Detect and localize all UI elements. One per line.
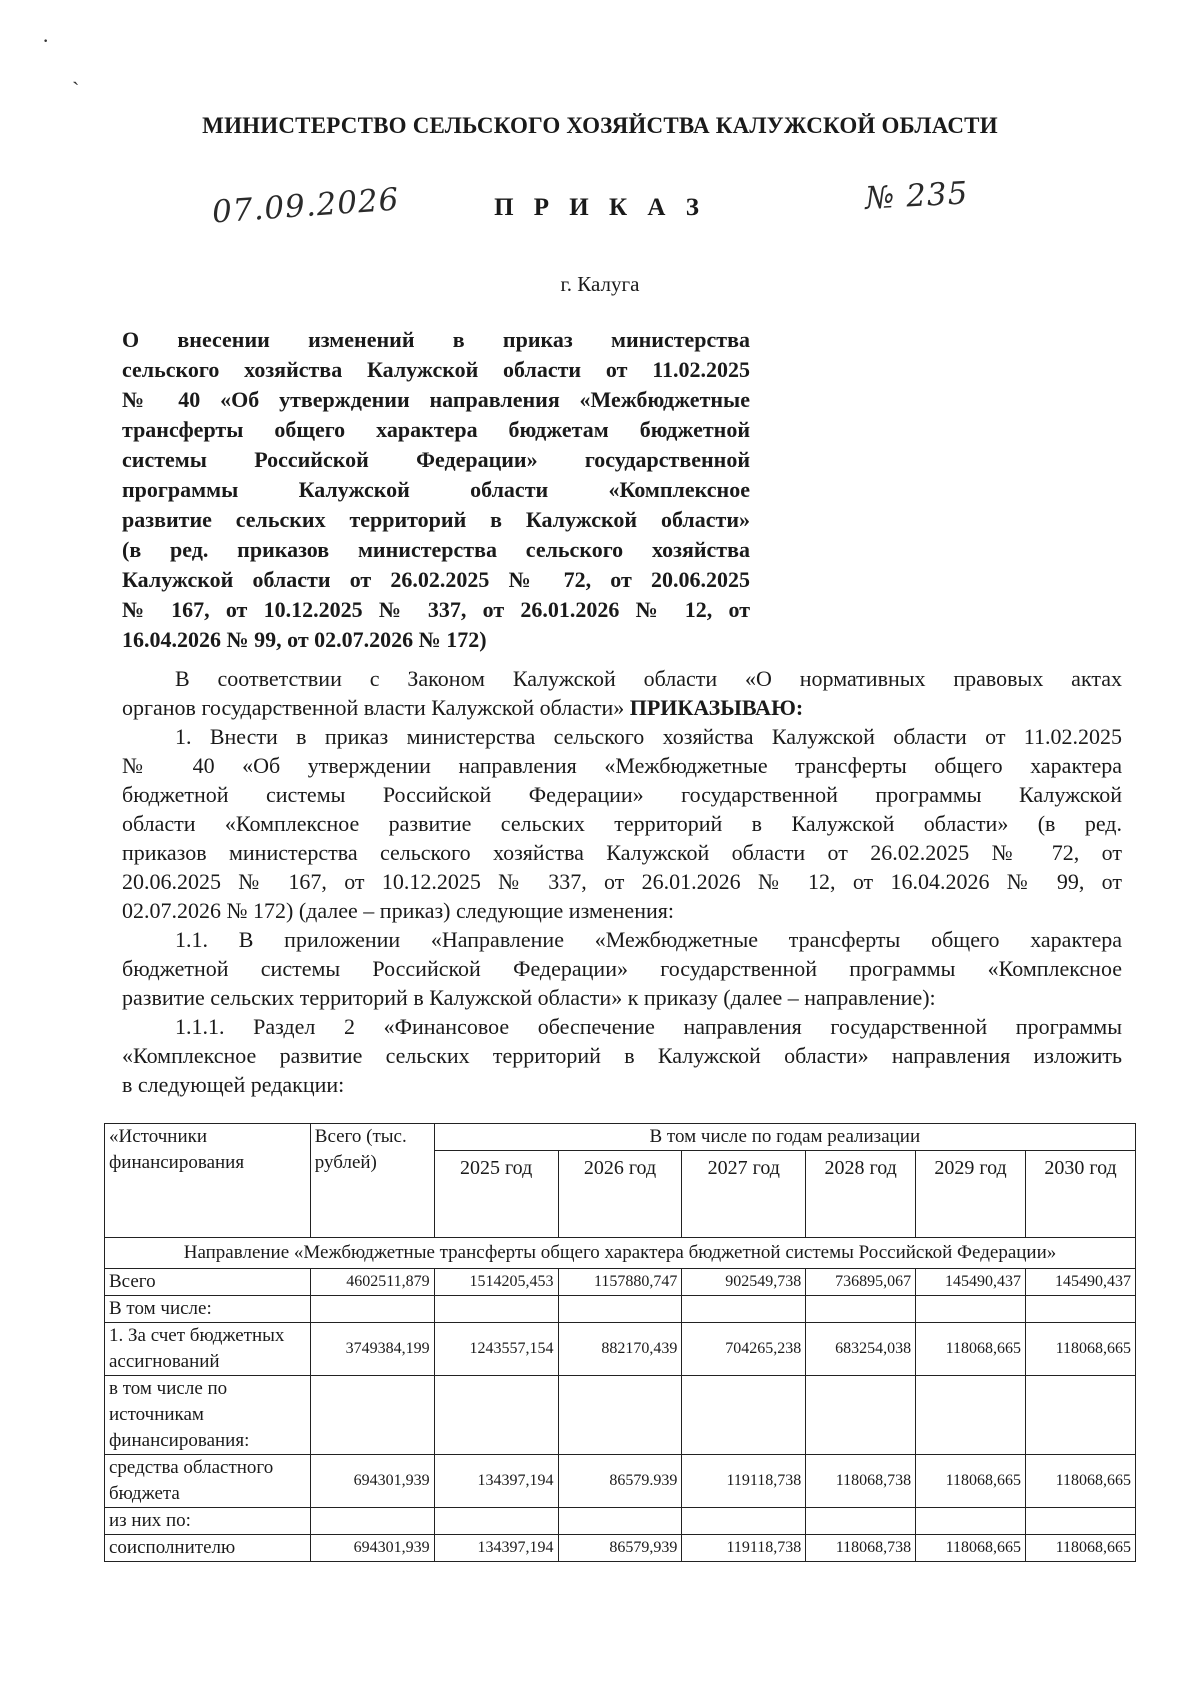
city-label: г. Калуга bbox=[560, 272, 640, 296]
row-value: 118068,738 bbox=[806, 1455, 916, 1508]
document-type-title: П Р И К А З bbox=[494, 194, 706, 221]
row-value: 902549,738 bbox=[682, 1269, 806, 1296]
row-label: из них по: bbox=[105, 1508, 311, 1535]
clause-1-line: области «Комплексное развитие сельских территорий в Калужской области» (в ред. bbox=[122, 811, 1122, 836]
header-year: 2026 год bbox=[558, 1151, 682, 1238]
header-source: «Источники финансирования bbox=[105, 1124, 311, 1238]
subject-line: Калужской области от 26.02.2025 № 72, от 20.06.2025 bbox=[122, 567, 750, 592]
row-value bbox=[916, 1376, 1026, 1455]
row-value: 119118,738 bbox=[682, 1455, 806, 1508]
row-value bbox=[1026, 1508, 1136, 1535]
row-value: 1243557,154 bbox=[434, 1323, 558, 1376]
row-value: 683254,038 bbox=[806, 1323, 916, 1376]
row-value: 118068,665 bbox=[1026, 1535, 1136, 1562]
row-total bbox=[310, 1508, 434, 1535]
row-value bbox=[434, 1508, 558, 1535]
clause-1-line: 02.07.2026 № 172) (далее – приказ) следующие изменения: bbox=[122, 898, 674, 923]
row-value bbox=[434, 1296, 558, 1323]
subject-line: О внесении изменений в приказ министерства bbox=[122, 327, 750, 352]
row-value: 118068,665 bbox=[916, 1323, 1026, 1376]
row-value: 118068,665 bbox=[916, 1455, 1026, 1508]
table-row bbox=[105, 1269, 1136, 1296]
clause-1-1-1-line: «Комплексное развитие сельских территорий в Калужской области» направления изложить bbox=[122, 1043, 1122, 1068]
order-body bbox=[122, 664, 1122, 1099]
clause-1-line: бюджетной системы Российской Федерации» государственной программы Калужской bbox=[122, 782, 1122, 807]
subject-line: № 167, от 10.12.2025 № 337, от 26.01.2026 № 12, от bbox=[122, 597, 750, 622]
row-value: 704265,238 bbox=[682, 1323, 806, 1376]
preamble-text: органов государственной власти Калужской области» bbox=[122, 695, 625, 720]
row-value bbox=[682, 1376, 806, 1455]
preamble-line bbox=[122, 693, 1122, 722]
handwritten-number: № 235 bbox=[864, 175, 970, 217]
row-value bbox=[916, 1296, 1026, 1323]
clause-1-line: приказов министерства сельского хозяйства Калужской области от 26.02.2025 № 72, от bbox=[122, 840, 1122, 865]
clause-1-line: 1. Внести в приказ министерства сельского хозяйства Калужской области от 11.02.2025 bbox=[175, 724, 1122, 749]
subject-line: 16.04.2026 № 99, от 02.07.2026 № 172) bbox=[122, 627, 487, 652]
row-value: 119118,738 bbox=[682, 1535, 806, 1562]
row-value: 118068,665 bbox=[1026, 1455, 1136, 1508]
row-value bbox=[558, 1296, 682, 1323]
row-value bbox=[806, 1296, 916, 1323]
row-label: в том числе по источникам финансирования: bbox=[105, 1376, 311, 1455]
clause-1-1-1-line: в следующей редакции: bbox=[122, 1072, 345, 1097]
row-value bbox=[558, 1508, 682, 1535]
row-value bbox=[806, 1376, 916, 1455]
table-row bbox=[105, 1535, 1136, 1562]
row-value: 736895,067 bbox=[806, 1269, 916, 1296]
row-total: 4602511,879 bbox=[310, 1269, 434, 1296]
header-year: 2030 год bbox=[1026, 1151, 1136, 1238]
row-label: В том числе: bbox=[105, 1296, 311, 1323]
row-value: 118068,665 bbox=[1026, 1323, 1136, 1376]
row-value: 882170,439 bbox=[558, 1323, 682, 1376]
clause-1-1-line: бюджетной системы Российской Федерации» государственной программы «Комплексное bbox=[122, 956, 1122, 981]
table-header-row bbox=[105, 1124, 1136, 1151]
handwritten-date: 07.09.2026 bbox=[210, 181, 401, 231]
table-row bbox=[105, 1455, 1136, 1508]
row-value: 118068,738 bbox=[806, 1535, 916, 1562]
row-value bbox=[558, 1376, 682, 1455]
scan-dot-mark: · bbox=[42, 28, 50, 53]
ministry-name: МИНИСТЕРСТВО СЕЛЬСКОГО ХОЗЯЙСТВА КАЛУЖСКОЙ ОБЛАСТИ bbox=[202, 113, 998, 138]
header-year: 2029 год bbox=[916, 1151, 1026, 1238]
row-value bbox=[916, 1508, 1026, 1535]
header-year: 2025 год bbox=[434, 1151, 558, 1238]
row-label: соисполнителю bbox=[105, 1535, 311, 1562]
subject-line: программы Калужской области «Комплексное bbox=[122, 477, 750, 502]
scan-tick-mark: ˏ bbox=[72, 60, 80, 85]
row-value bbox=[682, 1296, 806, 1323]
row-total bbox=[310, 1296, 434, 1323]
table-row bbox=[105, 1323, 1136, 1376]
table-row bbox=[105, 1296, 1136, 1323]
order-subject bbox=[122, 325, 750, 655]
order-word: ПРИКАЗЫВАЮ: bbox=[629, 695, 804, 720]
row-value: 86579.939 bbox=[558, 1455, 682, 1508]
row-total: 694301,939 bbox=[310, 1455, 434, 1508]
row-value bbox=[434, 1376, 558, 1455]
subject-line: развитие сельских территорий в Калужской области» bbox=[122, 507, 750, 532]
row-value: 1157880,747 bbox=[558, 1269, 682, 1296]
subject-line: (в ред. приказов министерства сельского хозяйства bbox=[122, 537, 750, 562]
header-year: 2028 год bbox=[806, 1151, 916, 1238]
row-value: 1514205,453 bbox=[434, 1269, 558, 1296]
row-total: 3749384,199 bbox=[310, 1323, 434, 1376]
subject-line: трансферты общего характера бюджетам бюджетной bbox=[122, 417, 750, 442]
section-row bbox=[105, 1238, 1136, 1269]
header-year: 2027 год bbox=[682, 1151, 806, 1238]
table-row bbox=[105, 1376, 1136, 1455]
row-value bbox=[806, 1508, 916, 1535]
preamble-line: В соответствии с Законом Калужской области «О нормативных правовых актах bbox=[175, 666, 1122, 691]
row-label: средства областного бюджета bbox=[105, 1455, 311, 1508]
subject-line: сельского хозяйства Калужской области от 11.02.2025 bbox=[122, 357, 750, 382]
financing-table bbox=[104, 1123, 1136, 1562]
row-label: Всего bbox=[105, 1269, 311, 1296]
row-value: 134397,194 bbox=[434, 1535, 558, 1562]
header-total: Всего (тыс. рублей) bbox=[310, 1124, 434, 1238]
header-years-group: В том числе по годам реализации bbox=[434, 1124, 1135, 1151]
row-value: 145490,437 bbox=[916, 1269, 1026, 1296]
section-title: Направление «Межбюджетные трансферты общего характера бюджетной системы Российской Федерации» bbox=[105, 1238, 1136, 1269]
clause-1-1-line: развитие сельских территорий в Калужской области» к приказу (далее – направление): bbox=[122, 985, 936, 1010]
row-value: 145490,437 bbox=[1026, 1269, 1136, 1296]
row-value: 134397,194 bbox=[434, 1455, 558, 1508]
clause-1-line: 20.06.2025 № 167, от 10.12.2025 № 337, от 26.01.2026 № 12, от 16.04.2026 № 99, от bbox=[122, 869, 1122, 894]
clause-1-1-1-line: 1.1.1. Раздел 2 «Финансовое обеспечение направления государственной программы bbox=[175, 1014, 1122, 1039]
subject-line: системы Российской Федерации» государственной bbox=[122, 447, 750, 472]
row-value bbox=[1026, 1376, 1136, 1455]
clause-1-line: № 40 «Об утверждении направления «Межбюджетные трансферты общего характера bbox=[122, 753, 1122, 778]
row-label: 1. За счет бюджетных ассигнований bbox=[105, 1323, 311, 1376]
row-value bbox=[1026, 1296, 1136, 1323]
clause-1-1-line: 1.1. В приложении «Направление «Межбюджетные трансферты общего характера bbox=[175, 927, 1122, 952]
row-total: 694301,939 bbox=[310, 1535, 434, 1562]
table-row bbox=[105, 1508, 1136, 1535]
row-total bbox=[310, 1376, 434, 1455]
row-value bbox=[682, 1508, 806, 1535]
row-value: 86579,939 bbox=[558, 1535, 682, 1562]
subject-line: № 40 «Об утверждении направления «Межбюджетные bbox=[122, 387, 750, 412]
row-value: 118068,665 bbox=[916, 1535, 1026, 1562]
